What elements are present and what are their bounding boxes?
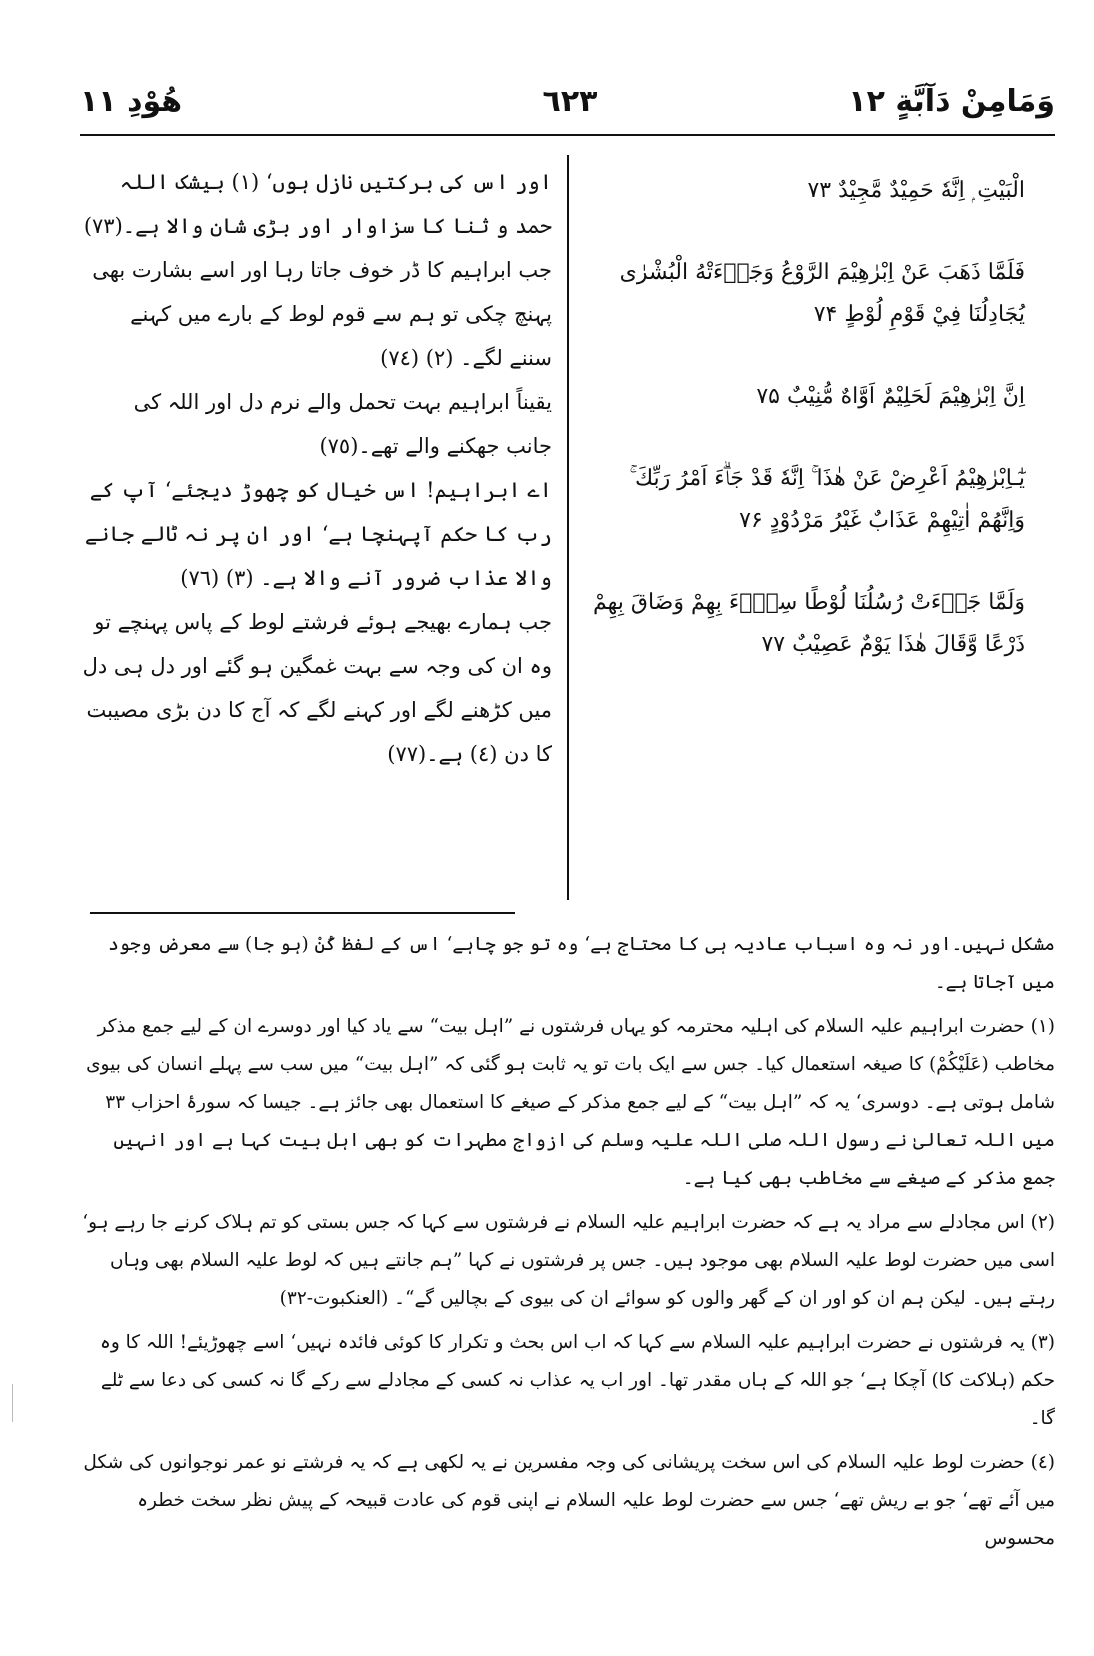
footnote-3: (٣) یہ فرشتوں نے حضرت ابراہیم علیہ السلام سے کہا کہ اب اس بحث و تکرار کا کوئی فائدہ نہیں‘ اسے چھوڑیئے! اللہ کا وہ حکم (ہلاکت کا) آچکا ہے‘ جو اللہ کے ہاں مقدر تھا۔ اور اب یہ عذاب نہ کسی کے مجادلے سے رکے گا نہ کسی کی دعا سے ٹلے گا۔ xyxy=(100,1332,1055,1429)
juz-name: وَمَامِنْ دَآبَّةٍ ١٢ xyxy=(848,84,1055,119)
footnote-1: (١) حضرت ابراہیم علیہ السلام کی اہلیہ محترمہ کو یہاں فرشتوں نے ”اہل بیت“ سے یاد کیا اور دوسرے ان کے لیے جمع مذکر مخاطب (عَلَيْكُمْ) کا صیغہ استعمال کیا۔ جس سے ایک بات تو یہ ثابت ہو گئی کہ ”اہل بیت“ میں سب سے پہلے انسان کی بیوی شامل ہوتی ہے۔ دوسری‘ یہ کہ ”اہل بیت“ کے لیے جمع مذکر کے صیغے کا استعمال بھی جائز ہے۔ جیسا کہ سورۂ احزاب ٣٣ میں اللہ تعالیٰ نے رسول اللہ صلی اللہ علیہ وسلم کی ازواج مطہرات کو بھی اہل بیت کہا ہے اور انہیں جمع مذکر کے صیغے سے مخاطب بھی کیا ہے۔ xyxy=(86,1016,1055,1189)
surah-name: هُوْدِ ١١ xyxy=(80,84,183,119)
footnote-continuation: مشکل نہیں۔اور نہ وہ اسباب عادیہ ہی کا محتاج ہے‘ وہ تو جو چاہے‘ اس کے لفظ کُنْ (ہو جا) سے معرض وجود میں آجاتا ہے۔ xyxy=(108,934,1055,993)
column-divider xyxy=(567,155,569,900)
header-rule xyxy=(80,134,1055,136)
verse-76: يٰٓـاِبْرٰهِيْمُ اَعْرِضْ عَنْ ھٰذَا ۚ اِنَّهٗ قَدْ جَاۗءَ اَمْرُ رَبِّكَ ۚ وَاِنَّهُمْ اٰتِيْهِمْ عَذَابٌ غَيْرُ مَرْدُوْدٍ ۷۶ xyxy=(629,466,1025,533)
translation-75: یقیناً ابراہیم بہت تحمل والے نرم دل اور اللہ کی جانب جھکنے والے تھے۔(٧٥) xyxy=(133,390,552,458)
footnotes xyxy=(80,926,1055,1564)
page-header xyxy=(80,78,1055,134)
verse-73: الْبَيْتِ ۭ اِنَّهٗ حَمِيْدٌ مَّجِيْدٌ ۷۳ xyxy=(807,178,1025,203)
footnote-2: (٢) اس مجادلے سے مراد یہ ہے کہ حضرت ابراہیم علیہ السلام نے فرشتوں سے کہا کہ جس بستی کو تم ہلاک کرنے جا رہے ہو‘ اسی میں حضرت لوط علیہ السلام بھی موجود ہیں۔ جس پر فرشتوں نے کہا ”ہم جانتے ہیں کہ لوط علیہ السلام بھی وہاں رہتے ہیں۔ لیکن ہم ان کو اور ان کے گھر والوں کو سوائے ان کی بیوی کے بچالیں گے“۔ (العنکبوت-٣٢) xyxy=(82,1212,1055,1309)
arabic-column xyxy=(585,170,1025,706)
footnote-separator xyxy=(90,912,515,914)
translation-76: اے ابراہیم! اس خیال کو چھوڑ دیجئے‘ آپ کے رب کا حکم آپہنچا ہے‘ اور ان پر نہ ٹالے جانے والا عذاب ضرور آنے والا ہے۔ (٣) (٧٦) xyxy=(84,478,552,590)
verse-77: وَلَمَّا جَاۗءَتْ رُسُلُنَا لُوْطًا سِيْۗءَ بِهِمْ وَضَاقَ بِهِمْ ذَرْعًا وَّقَالَ ھٰذَا يَوْمٌ عَصِيْبٌ ۷۷ xyxy=(593,590,1025,657)
translation-73: اور اس کی برکتیں نازل ہوں‘ (١) بیشک اللہ حمد و ثنا کا سزاوار اور بڑی شان والا ہے۔(٧٣) xyxy=(83,170,552,238)
footnote-4: (٤) حضرت لوط علیہ السلام کی اس سخت پریشانی کی وجہ مفسرین نے یہ لکھی ہے کہ یہ فرشتے نو عمر نوجوانوں کی شکل میں آئے تھے‘ جو بے ریش تھے‘ جس سے حضرت لوط علیہ السلام نے اپنی قوم کی عادت قبیحہ کے پیش نظر سخت خطرہ محسوس xyxy=(83,1452,1055,1549)
page-number: ٦٢٣ xyxy=(542,84,598,119)
translation-74: جب ابراہیم کا ڈر خوف جاتا رہا اور اسے بشارت بھی پہنچ چکی تو ہم سے قوم لوط کے بارے میں کہنے سننے لگے۔ (٢) (٧٤) xyxy=(92,258,552,370)
translation-77: جب ہمارے بھیجے ہوئے فرشتے لوط کے پاس پہنچے تو وہ ان کی وجہ سے بہت غمگین ہو گئے اور دل ہی دل میں کڑھنے لگے اور کہنے لگے کہ آج کا دن بڑی مصیبت کا دن (٤) ہے۔(٧٧) xyxy=(82,610,552,766)
verse-75: اِنَّ اِبْرٰهِيْمَ لَحَلِيْمٌ اَوَّاهٌ مُّنِيْبٌ ۷۵ xyxy=(756,384,1025,409)
translation-column xyxy=(82,160,552,776)
scan-margin-mark xyxy=(12,1384,13,1422)
verse-74: فَلَمَّا ذَهَبَ عَنْ اِبْرٰهِيْمَ الرَّوْعُ وَجَاۗءَتْهُ الْبُشْرٰى يُجَادِلُنَا فِيْ قَوْمِ لُوْطٍ ۷۴ xyxy=(619,260,1025,327)
